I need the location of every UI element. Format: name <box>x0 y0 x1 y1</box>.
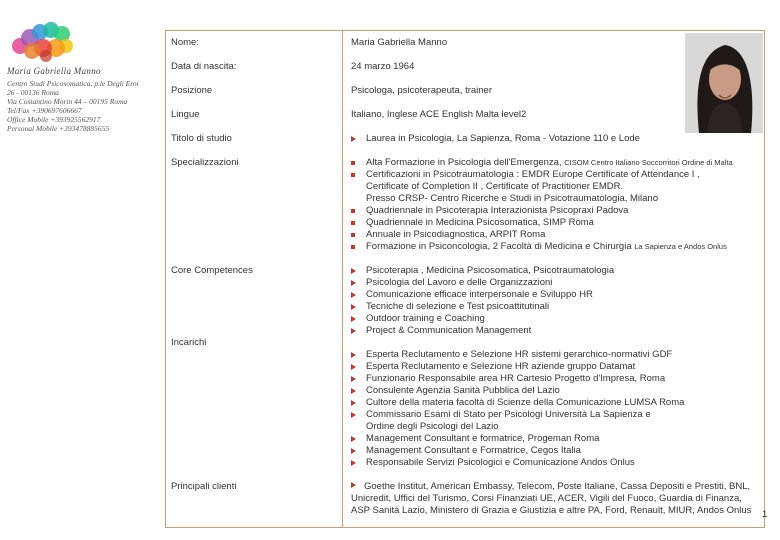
sidebar-name: Maria Gabriella Manno <box>7 66 101 76</box>
item-text: Management Consultant e formatrice, Progeman Roma <box>366 433 600 444</box>
sidebar-line: 26 - 00136 Roma <box>7 88 59 97</box>
list-item <box>351 229 733 241</box>
arrow-bullet-icon <box>351 436 356 442</box>
arrow-bullet-icon <box>351 482 356 488</box>
list-item <box>351 169 733 181</box>
label-incarichi: Incarichi <box>171 337 207 348</box>
list-item <box>351 385 684 397</box>
arrow-bullet-icon <box>351 316 356 322</box>
list-item <box>351 217 733 229</box>
item-text: Outdoor training e Coaching <box>366 313 485 324</box>
label-core-competences: Core Competences <box>171 265 253 276</box>
arrow-bullet-icon <box>351 460 356 466</box>
item-text: Management Consultant e Formatrice, Cegos Italia <box>366 445 581 456</box>
item-text: Funzionario Responsabile area HR Cartesio Progetto d'Impresa, Roma <box>366 373 666 384</box>
sidebar-line: Personal Mobile +393478885655 <box>7 124 110 133</box>
item-text: Responsabile Servizi Psicologici e Comunicazione Andos Onlus <box>366 457 635 468</box>
logo <box>10 20 74 64</box>
value-posizione: Psicologa, psicoterapeuta, trainer <box>351 85 492 96</box>
list-item <box>351 409 684 421</box>
list-item <box>351 301 614 313</box>
list-item <box>351 457 684 469</box>
list-item <box>351 397 684 409</box>
list-item <box>351 205 733 217</box>
square-bullet-icon <box>351 173 355 177</box>
item-text: Annuale in Psicodiagnostica, ARPIT Roma <box>366 229 546 240</box>
item-text: Quadriennale in Medicina Psicosomatica, SIMP Roma <box>366 217 594 228</box>
sidebar-line: Via Costantino Morin 44 – 00195 Roma <box>7 97 128 106</box>
clients-text <box>351 481 756 517</box>
clients-value: Goethe Institut, American Embassy, Telecom, Poste Italiane, Cassa Depositi e Prestiti, BNL, Unicredit, Uffici del Turismo, Corsi Finanziati UE, ACER, Vigili del Fuoco, Guardia di Finanza, ASP Sanità Lazio, Ministero di Grazia e Giustizia e altre PA, Ford, Renault, MIUR, Andos Onlus <box>351 481 752 516</box>
list-item <box>351 265 614 277</box>
list-item <box>351 289 614 301</box>
label-data-nascita: Data di nascita: <box>171 61 237 72</box>
value-lingue: Italiano, Inglese ACE English Malta level2 <box>351 109 527 120</box>
item-text: Comunicazione efficace interpersonale e Sviluppo HR <box>366 289 593 300</box>
item-text: Esperta Reclutamento e Selezione HR sistemi gerarchico-normativi GDF <box>366 349 673 360</box>
item-text: Certificazioni in Psicotraumatologia : EMDR Europe Certificate of Attendance I , <box>366 169 700 180</box>
item-text: Psicoterapia , Medicina Psicosomatica, Psicotraumatologia <box>366 265 615 276</box>
item-text: Ordine degli Psicologi del Lazio <box>366 421 499 432</box>
arrow-bullet-icon <box>351 388 356 394</box>
list-item-continuation <box>351 193 733 205</box>
list-item <box>351 445 684 457</box>
list-item-continuation <box>351 181 733 193</box>
arrow-bullet-icon <box>351 136 356 142</box>
item-small-text: CISOM Centro Italiano Soccorritori Ordine di Malta <box>564 158 733 167</box>
value-nome: Maria Gabriella Manno <box>351 37 448 48</box>
item-text: Consulente Agenzia Sanità Pubblica del Lazio <box>366 385 560 396</box>
arrow-bullet-icon <box>351 376 356 382</box>
item-text: Cultore della materia facoltà di Scienze della Comunicazione LUMSA Roma <box>366 397 685 408</box>
list-item <box>351 241 733 253</box>
specializzazioni-list <box>351 157 733 253</box>
list-item <box>351 373 684 385</box>
arrow-bullet-icon <box>351 352 356 358</box>
square-bullet-icon <box>351 233 355 237</box>
label-lingue: Lingue <box>171 109 200 120</box>
square-bullet-icon <box>351 161 355 165</box>
item-small-text: La Sapienza e Andos Onlus <box>634 242 727 251</box>
list-item-continuation <box>351 421 684 433</box>
arrow-bullet-icon <box>351 400 356 406</box>
item-text: Formazione in Psiconcologia, 2 Facoltà di Medicina e Chirurgia <box>366 241 635 252</box>
list-item <box>351 433 684 445</box>
item-text: Certificate of Completion II , Certificate of Practitioner EMDR. <box>366 181 624 192</box>
contact-sidebar <box>7 66 157 133</box>
arrow-bullet-icon <box>351 412 356 418</box>
titolo-list <box>351 133 640 145</box>
label-titolo-studio: Titolo di studio <box>171 133 232 144</box>
label-specializzazioni: Specializzazioni <box>171 157 239 168</box>
list-item <box>351 313 614 325</box>
list-item <box>351 133 640 145</box>
portrait-photo <box>685 33 763 133</box>
sidebar-line: Office Mobile +393925562917 <box>7 115 101 124</box>
arrow-bullet-icon <box>351 280 356 286</box>
list-item <box>351 157 733 169</box>
item-text: Alta Formazione in Psicologia dell'Emergenza, <box>366 157 565 168</box>
item-text: Quadriennale in Psicoterapia Interazionista Psicopraxi Padova <box>366 205 629 216</box>
item-text: Presso CRSP- Centro Ricerche e Studi in Psicotraumatologia, Milano <box>366 193 658 204</box>
arrow-bullet-icon <box>351 328 356 334</box>
item-text: Laurea in Psicologia, La Sapienza, Roma - Votazione 110 e Lode <box>366 133 640 144</box>
item-text: Commissario Esami di Stato per Psicologi Università La Sapienza e <box>366 409 651 420</box>
list-item <box>351 325 614 337</box>
item-text: Project & Communication Management <box>366 325 532 336</box>
sidebar-line: Centro Studi Psicosomatica, p.le Degli Eroi <box>7 79 139 88</box>
item-text: Psicologia del Lavoro e delle Organizzazioni <box>366 277 553 288</box>
value-data-nascita: 24 marzo 1964 <box>351 61 415 72</box>
column-divider <box>342 30 343 528</box>
label-nome: Nome: <box>171 37 199 48</box>
arrow-bullet-icon <box>351 292 356 298</box>
item-text: Tecniche di selezione e Test psicoattitutinali <box>366 301 550 312</box>
list-item <box>351 277 614 289</box>
arrow-bullet-icon <box>351 268 356 274</box>
arrow-bullet-icon <box>351 364 356 370</box>
competences-list <box>351 265 614 337</box>
item-text: Esperta Reclutamento e Selezione HR aziende gruppo Datamat <box>366 361 636 372</box>
square-bullet-icon <box>351 221 355 225</box>
label-principali-clienti: Principali clienti <box>171 481 237 492</box>
list-item <box>351 349 684 361</box>
arrow-bullet-icon <box>351 304 356 310</box>
list-item <box>351 361 684 373</box>
label-posizione: Posizione <box>171 85 213 96</box>
square-bullet-icon <box>351 245 355 249</box>
sidebar-line: Tel/Fax +390697606667 <box>7 106 82 115</box>
arrow-bullet-icon <box>351 448 356 454</box>
square-bullet-icon <box>351 209 355 213</box>
incarichi-list <box>351 349 684 469</box>
page-number: 1 <box>762 509 768 520</box>
